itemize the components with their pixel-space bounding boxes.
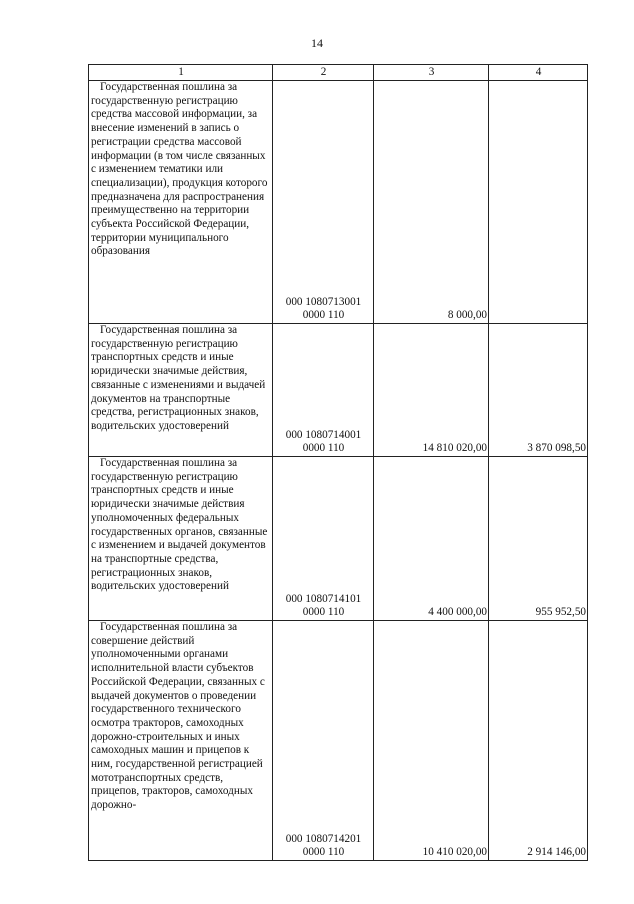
- row-value-col4: 2 914 146,00: [489, 621, 588, 861]
- table-row: [89, 81, 588, 324]
- row-value-col4: [489, 81, 588, 324]
- table-row: [89, 621, 588, 861]
- row-description: Государственная пошлина за совершение действий уполномоченными органами исполнительной власти субъектов Российской Федерации, связанных с выдачей документов о проведении государственного технического осмотра тракторов, самоходных дорожно-строительных и иных самоходных машин и прицепов к ним, государственной регистрацией мототранспортных средств, прицепов, тракторов, самоходных дорожно-: [89, 621, 273, 861]
- column-header-2: 2: [273, 65, 374, 81]
- column-header-3: 3: [374, 65, 489, 81]
- row-value-col3: 4 400 000,00: [374, 457, 489, 621]
- table-row: [89, 324, 588, 457]
- row-value-col3: 14 810 020,00: [374, 324, 489, 457]
- row-classification-code: 000 1080714201 0000 110: [273, 621, 374, 861]
- column-header-1: 1: [89, 65, 273, 81]
- row-description: Государственная пошлина за государственную регистрацию средства массовой информации, за внесение изменений в запись о регистрации средства массовой информации (в том числе связанных с изменением тематики или специализации), продукция которого предназначена для распространения преимущественно на территории субъекта Российской Федерации, территории муниципального образования: [89, 81, 273, 324]
- row-classification-code: 000 1080714101 0000 110: [273, 457, 374, 621]
- row-value-col4: 955 952,50: [489, 457, 588, 621]
- page-number: 14: [311, 36, 323, 50]
- budget-revenue-table: [88, 64, 588, 861]
- table-row: [89, 457, 588, 621]
- table-header-row: [89, 65, 588, 81]
- row-classification-code: 000 1080713001 0000 110: [273, 81, 374, 324]
- row-description: Государственная пошлина за государственную регистрацию транспортных средств и иные юридически значимые действия, связанные с изменениями и выдачей документов на транспортные средства, регистрационных знаков, водительских удостоверений: [89, 324, 273, 457]
- column-header-4: 4: [489, 65, 588, 81]
- row-value-col4: 3 870 098,50: [489, 324, 588, 457]
- row-value-col3: 8 000,00: [374, 81, 489, 324]
- row-description: Государственная пошлина за государственную регистрацию транспортных средств и иные юридически значимые действия уполномоченных федеральных государственных органов, связанные с изменением и выдачей документов на транспортные средства, регистрационных знаков, водительских удостоверений: [89, 457, 273, 621]
- row-classification-code: 000 1080714001 0000 110: [273, 324, 374, 457]
- row-value-col3: 10 410 020,00: [374, 621, 489, 861]
